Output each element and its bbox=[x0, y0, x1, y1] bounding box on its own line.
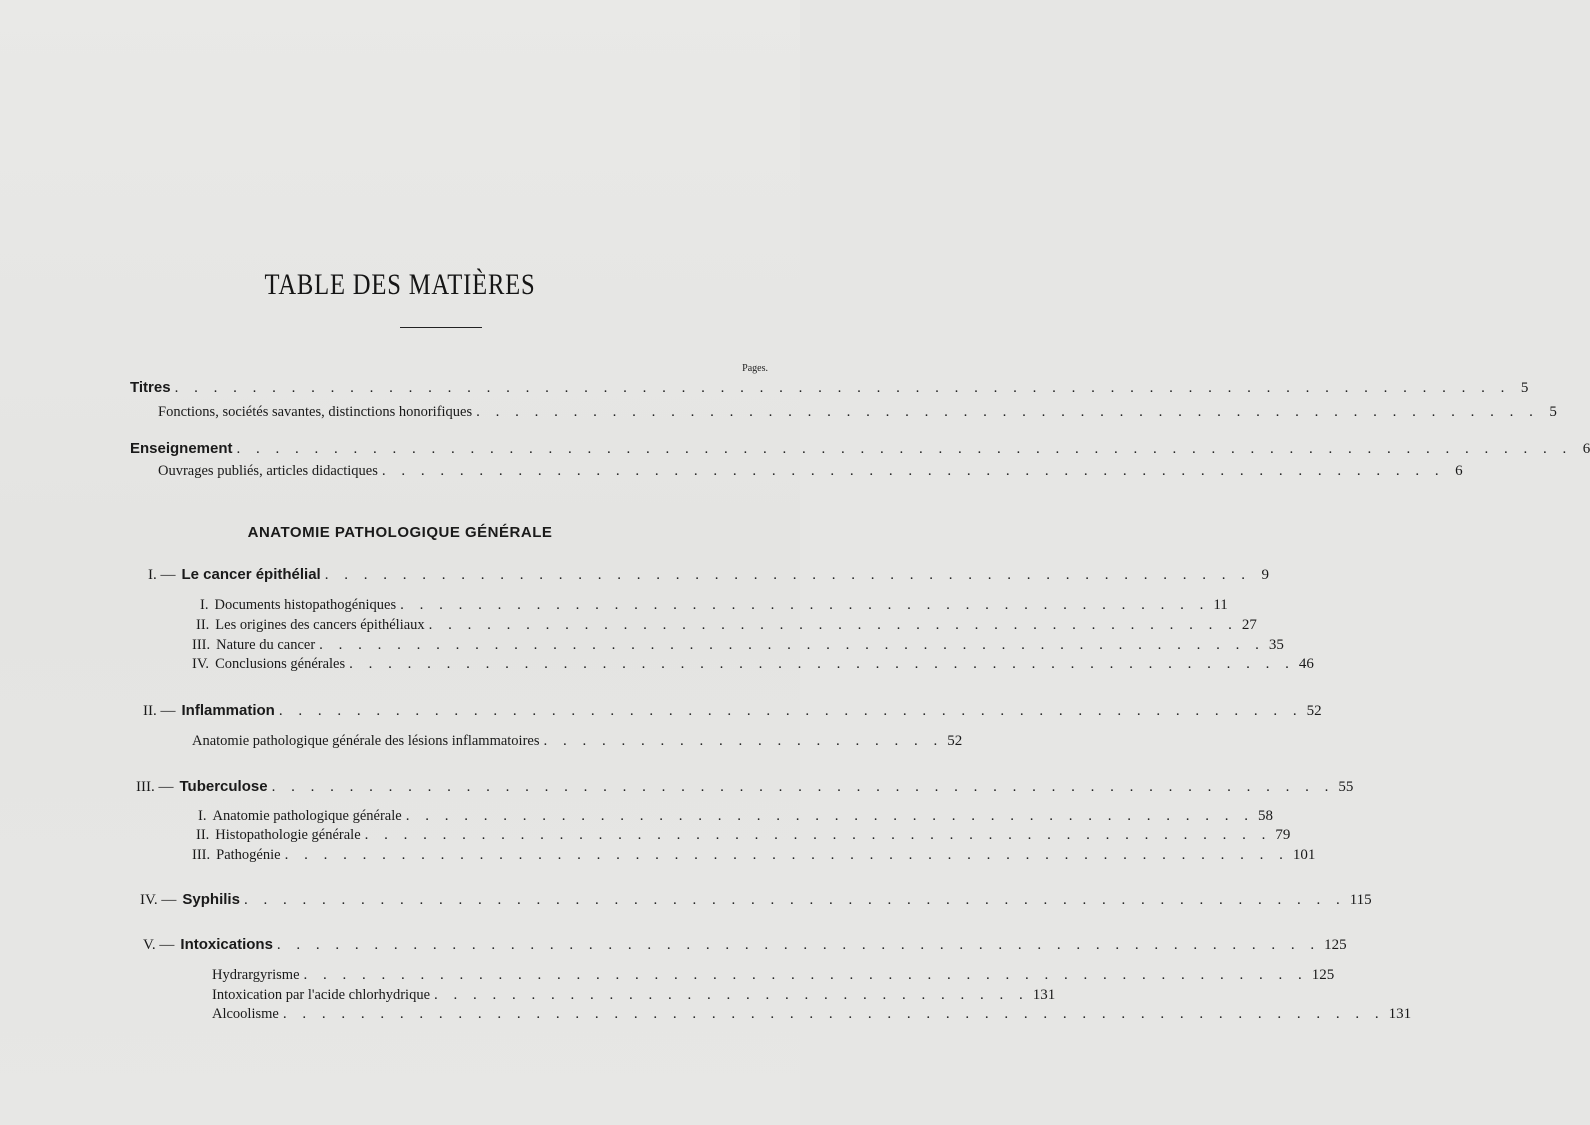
dot-leader: . . . . . . . . . . . . . . . . . . . . . . . . . . . . . . . . . . . . . . . . . . . . . . . bbox=[364, 827, 1272, 843]
toc-entry-label: Fonctions, sociétés savantes, distinctions honorifiques bbox=[158, 404, 473, 420]
dot-leader: . . . . . . . . . . . . . . . . . . . . . . . . . . . . . . . . . . . . . . . . . . . . . . . . . . . . . . . . . bbox=[243, 892, 1346, 908]
subentry-label: Pathogénie bbox=[216, 847, 281, 863]
chapter-page: 125 bbox=[1324, 937, 1347, 953]
subentry-label: Hydrargyrisme bbox=[212, 967, 300, 983]
pages-column-label: Pages. bbox=[742, 363, 768, 374]
dot-leader: . . . . . . . . . . . . . . . . . . . . . . . . . . . . . . . . . . . . . . . . . . . . . . . . . . . . . . . bbox=[476, 404, 1539, 420]
toc-subentry bbox=[158, 463, 1463, 480]
chapter-number: II. — bbox=[143, 703, 176, 719]
toc-entry-titres bbox=[130, 379, 1529, 397]
subentry-label: Histopathologie générale bbox=[215, 827, 361, 843]
toc-entry-label: Ouvrages publiés, articles didactiques bbox=[158, 463, 378, 479]
dot-leader: . . . . . . . . . . . . . . . . . . . . . . . . . . . . . . . . . . . . . . . . . . . . . . . . . . . . . . . bbox=[381, 463, 1445, 479]
subentry-number: IV. bbox=[192, 656, 210, 672]
chapter-label: Syphilis bbox=[182, 891, 240, 908]
subentry-page: 27 bbox=[1241, 617, 1257, 633]
dot-leader: . . . . . . . . . . . . . . . . . . . . . . . . . . . . . . . . . . . . . . . . . . . . . . . . . . . . bbox=[284, 847, 1289, 863]
subentry-label: Alcoolisme bbox=[212, 1006, 279, 1022]
toc-entry-page: 6 bbox=[1455, 463, 1463, 479]
subentry-page: 101 bbox=[1292, 847, 1316, 863]
toc-entry-page: 6 bbox=[1582, 441, 1590, 457]
subentry-number: I. bbox=[198, 808, 207, 824]
toc-subentry bbox=[192, 656, 1314, 673]
toc-chapter bbox=[148, 566, 1269, 584]
toc-subentry bbox=[212, 967, 1335, 984]
subentry-page: 46 bbox=[1298, 656, 1314, 672]
dot-leader: . . . . . . . . . . . . . . . . . . . . . . . . . . . . . . . . . . . . . . . . . . . . . . . . . . . . bbox=[303, 967, 1308, 983]
subentry-label: Intoxication par l'acide chlorhydrique bbox=[212, 987, 431, 1003]
chapter-page: 52 bbox=[1306, 703, 1322, 719]
subentry-page: 125 bbox=[1311, 967, 1335, 983]
page-title: TABLE DES MATIÈRES bbox=[264, 268, 536, 301]
chapter-number: IV. — bbox=[140, 892, 177, 908]
toc-chapter bbox=[136, 778, 1354, 796]
subentry-label: Nature du cancer bbox=[216, 637, 316, 653]
chapter-label: Tuberculose bbox=[179, 778, 268, 795]
subentry-label: Conclusions générales bbox=[215, 656, 346, 672]
toc-entry-enseignement bbox=[130, 440, 1590, 458]
subentry-label: Les origines des cancers épithéliaux bbox=[215, 617, 425, 633]
subentry-number: II. bbox=[196, 827, 210, 843]
subentry-page: 131 bbox=[1388, 1006, 1412, 1022]
chapter-label: Inflammation bbox=[181, 702, 275, 719]
dot-leader: . . . . . . . . . . . . . . . . . . . . . . . . . . . . . . . . . . . . . . . . . . . . . . . . . . . . . . . . . . . . . . . . . . . . . bbox=[236, 441, 1573, 457]
subentry-page: 58 bbox=[1257, 808, 1273, 824]
subentry-page: 131 bbox=[1032, 987, 1056, 1003]
dot-leader: . . . . . . . . . . . . . . . . . . . . . bbox=[543, 733, 944, 749]
dot-leader: . . . . . . . . . . . . . . . . . . . . . . . . . . . . . . . . . . . . . . . . . . . . . . . . . bbox=[319, 637, 1265, 653]
subentry-label: Anatomie pathologique générale bbox=[212, 808, 402, 824]
toc-subentry bbox=[212, 1006, 1412, 1023]
toc-entry-label: Titres bbox=[130, 379, 171, 396]
subentry-page: 52 bbox=[947, 733, 963, 749]
toc-chapter bbox=[143, 702, 1322, 720]
toc-entry-page: 5 bbox=[1520, 380, 1529, 396]
dot-leader: . . . . . . . . . . . . . . . . . . . . . . . . . . . . . . . . . . . . . . . . . . . . . . . . . . . . . . bbox=[276, 937, 1321, 953]
toc-subentry bbox=[196, 827, 1291, 844]
chapter-number: I. — bbox=[148, 567, 176, 583]
toc-entry-label: Enseignement bbox=[130, 440, 233, 457]
toc-chapter bbox=[140, 891, 1372, 909]
subentry-label: Anatomie pathologique générale des lésions inflammatoires bbox=[192, 733, 540, 749]
toc-entry-page: 5 bbox=[1549, 404, 1557, 420]
subentry-number: III. bbox=[192, 847, 211, 863]
chapter-number: V. — bbox=[143, 937, 175, 953]
subentry-label: Documents histopathogéniques bbox=[214, 597, 397, 613]
chapter-page: 55 bbox=[1338, 779, 1354, 795]
chapter-page: 115 bbox=[1349, 892, 1372, 908]
title-rule bbox=[400, 327, 482, 328]
chapter-page: 9 bbox=[1261, 567, 1269, 583]
dot-leader: . . . . . . . . . . . . . . . . . . . . . . . . . . . . . . . . . . . . . . . . . . . . . . . . . . . . . . . . . . . . . . . . . . . . . bbox=[174, 380, 1511, 396]
toc-subentry bbox=[192, 733, 963, 750]
toc-subentry bbox=[192, 637, 1284, 654]
dot-leader: . . . . . . . . . . . . . . . . . . . . . . . . . . . . . . . . . . . . . . . . . . . . . . . . . bbox=[349, 656, 1295, 672]
toc-subentry bbox=[198, 808, 1273, 825]
dot-leader: . . . . . . . . . . . . . . . . . . . . . . . . . . . . . . . . . . . . . . . . . . . . . . . . . . . . . . . . . bbox=[282, 1006, 1385, 1022]
dot-leader: . . . . . . . . . . . . . . . . . . . . . . . . . . . . . . . . . . . . . . . . . . bbox=[428, 617, 1238, 633]
subentry-page: 11 bbox=[1213, 597, 1228, 613]
dot-leader: . . . . . . . . . . . . . . . . . . . . . . . . . . . . . . . . . . . . . . . . . . bbox=[400, 597, 1210, 613]
chapter-number: III. — bbox=[136, 779, 174, 795]
dot-leader: . . . . . . . . . . . . . . . . . . . . . . . . . . . . . . . . . . . . . . . . . . . . . . . . . . . . . . . bbox=[271, 779, 1335, 795]
toc-subentry bbox=[200, 597, 1228, 614]
dot-leader: . . . . . . . . . . . . . . . . . . . . . . . . . . . . . . . . . . . . . . . . . . . . . . . . bbox=[324, 567, 1251, 583]
dot-leader: . . . . . . . . . . . . . . . . . . . . . . . . . . . . . . . bbox=[434, 987, 1029, 1003]
toc-subentry bbox=[196, 617, 1257, 634]
subentry-page: 35 bbox=[1268, 637, 1284, 653]
dot-leader: . . . . . . . . . . . . . . . . . . . . . . . . . . . . . . . . . . . . . . . . . . . . . . . . . . . . . bbox=[278, 703, 1303, 719]
toc-subentry bbox=[212, 987, 1056, 1004]
subentry-number: III. bbox=[192, 637, 211, 653]
subentry-page: 79 bbox=[1275, 827, 1291, 843]
section-heading: ANATOMIE PATHOLOGIQUE GÉNÉRALE bbox=[247, 524, 553, 541]
toc-subentry bbox=[158, 404, 1557, 421]
toc-subentry bbox=[192, 847, 1316, 864]
chapter-label: Intoxications bbox=[180, 936, 273, 953]
toc-chapter bbox=[143, 936, 1347, 954]
subentry-number: I. bbox=[200, 597, 209, 613]
subentry-number: II. bbox=[196, 617, 210, 633]
dot-leader: . . . . . . . . . . . . . . . . . . . . . . . . . . . . . . . . . . . . . . . . . . . . bbox=[405, 808, 1254, 824]
chapter-label: Le cancer épithélial bbox=[181, 566, 321, 583]
